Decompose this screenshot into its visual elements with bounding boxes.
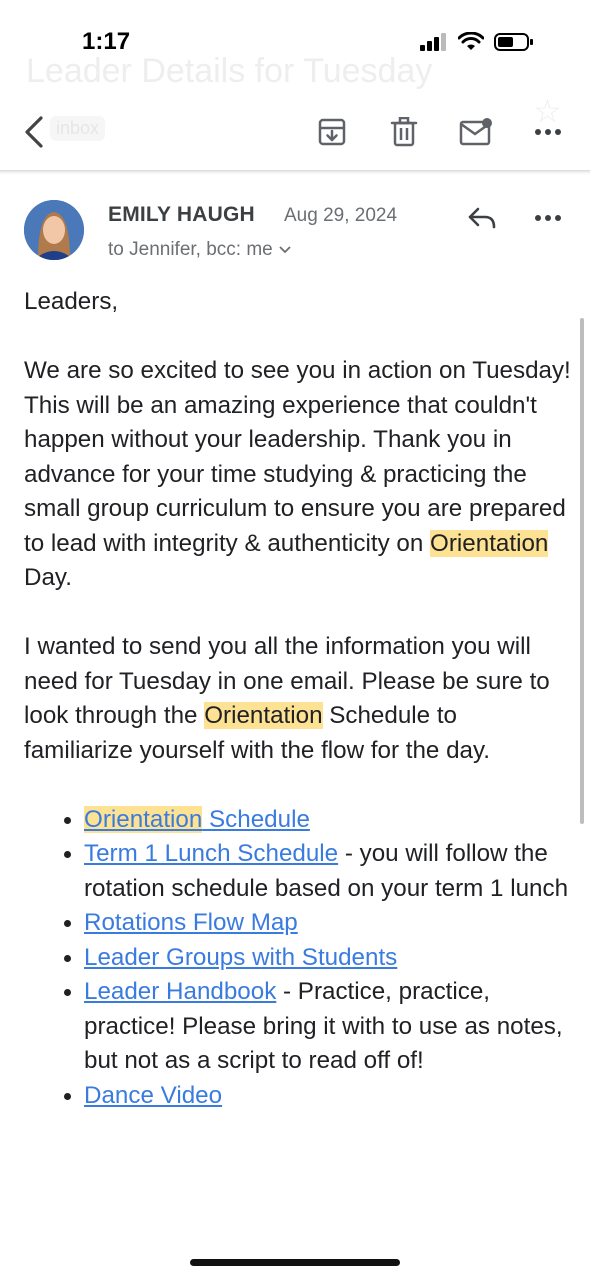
recipients-text: to Jennifer, bcc: me [108, 239, 273, 260]
toolbar-divider [0, 170, 590, 175]
back-arrow-icon [23, 115, 45, 149]
paragraph-1 [24, 354, 572, 596]
ghost-star-icon: ☆ [533, 93, 562, 129]
list-item [84, 975, 572, 1079]
toolbar [0, 100, 590, 164]
paragraph-1-end: Day. [24, 564, 72, 591]
paragraph-2 [24, 630, 572, 768]
link-rotations-flow-map[interactable]: Rotations Flow Map [84, 909, 298, 936]
message-more-button[interactable] [526, 198, 570, 238]
link-leader-handbook[interactable]: Leader Handbook [84, 978, 277, 1005]
link-orientation-schedule[interactable] [84, 806, 310, 833]
more-horizontal-icon [534, 128, 562, 136]
paragraph-2-text: I wanted to send you all the information you will need for Tuesday in one email. Please be sure to look through the [24, 633, 550, 729]
trash-icon [390, 117, 418, 147]
mail-unread-icon [459, 118, 493, 146]
search-highlight: Orientation [84, 805, 203, 833]
more-options-button[interactable] [526, 110, 570, 154]
mark-unread-button[interactable] [454, 110, 498, 154]
resource-links-list [24, 803, 572, 1114]
chevron-down-icon [279, 246, 291, 254]
search-highlight: Orientation [430, 529, 549, 557]
sender-avatar[interactable] [24, 200, 84, 260]
email-body [24, 285, 572, 1113]
home-indicator[interactable] [190, 1259, 400, 1266]
cellular-signal-icon [420, 33, 448, 51]
more-horizontal-icon [534, 214, 562, 222]
reply-icon [467, 206, 497, 230]
back-button[interactable] [12, 110, 56, 154]
link-term-1-lunch-schedule[interactable]: Term 1 Lunch Schedule [84, 840, 339, 867]
wifi-icon [458, 32, 484, 52]
recipients-toggle[interactable] [108, 239, 291, 261]
ghost-subject: Leader Details for Tuesday [26, 52, 433, 90]
reply-button[interactable] [460, 198, 504, 238]
list-item [84, 803, 572, 838]
archive-button[interactable] [310, 110, 354, 154]
avatar-photo-icon [24, 200, 84, 260]
status-icons [420, 32, 534, 52]
archive-icon [317, 117, 347, 147]
link-text: Schedule [202, 805, 310, 833]
battery-icon [494, 32, 534, 52]
scrollbar[interactable] [580, 318, 584, 824]
list-item [84, 1079, 572, 1114]
ghost-folder-label: inbox [50, 116, 105, 141]
link-description: - Practice, practice, practice! Please bring it with to use as notes, but not as a script to read off of! [84, 978, 563, 1074]
list-item [84, 837, 572, 906]
sender-name: EMILY HAUGH [108, 203, 255, 226]
list-item [84, 906, 572, 941]
link-dance-video[interactable]: Dance Video [84, 1081, 223, 1109]
search-highlight: Orientation [204, 702, 323, 729]
paragraph-2-end: Schedule to familiarize yourself with the flow for the day. [24, 702, 491, 764]
status-time: 1:17 [82, 28, 131, 55]
link-leader-groups[interactable]: Leader Groups with Students [84, 943, 398, 971]
delete-button[interactable] [382, 110, 426, 154]
email-date: Aug 29, 2024 [284, 205, 398, 226]
greeting: Leaders, [24, 288, 119, 315]
list-item [84, 941, 572, 976]
link-description: - you will follow the rotation schedule based on your term 1 lunch [84, 840, 569, 902]
paragraph-1-text: We are so excited to see you in action on Tuesday! This will be an amazing experience that couldn't happen without your leadership. Thank you in advance for your time studying & practicing the small group curriculum to ensure you are prepared to lead with integrity & authenticity on [24, 357, 571, 557]
